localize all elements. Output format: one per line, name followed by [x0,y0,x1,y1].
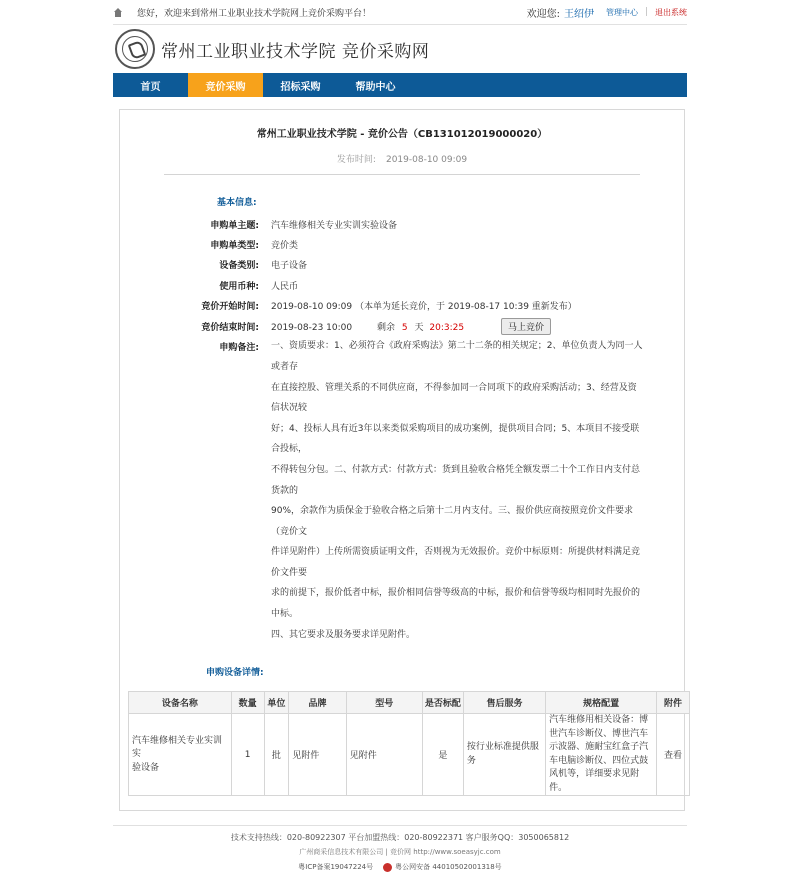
user-area [527,5,687,20]
subject-label: 申购单主题: [210,220,259,231]
remaining-days: 5 [401,322,408,333]
remaining-time: 20:3:25 [429,322,465,333]
cell-service-line: 按行业标准提供服 [466,742,539,753]
footer-company: 广州商采信息技术有限公司 | 竞价网 http://www.soeasyjc.com [299,848,501,857]
greeting: 欢迎您: [526,8,560,20]
col-model: 型号 [346,692,422,714]
cell-brand: 见附件 [289,714,347,796]
end-time: 2019-08-23 10:00 [271,322,353,333]
cell-spec-line: 示波器、施耐宝红盒子汽 [549,742,649,753]
start-time-value [263,299,643,312]
welcome-area [113,6,371,19]
divider: | [644,7,648,17]
end-time-value [263,318,643,335]
notice-panel [119,109,685,811]
remark-row [120,336,684,645]
category-row [120,255,684,275]
cell-service [463,714,545,796]
site-title: 常州工业职业技术学院 竞价采购网 [161,41,430,62]
publish-time [120,152,684,165]
type-value: 竞价类 [271,241,299,252]
police-record-link[interactable]: 粤公网安备 44010502001318号 [395,863,502,872]
remark-text [263,336,645,645]
col-spec: 规格配置 [546,692,657,714]
cell-service-line: 务 [466,755,476,766]
currency-row [120,275,684,295]
cell-spec-line: 汽车维修用相关设备：博 [549,715,649,726]
cell-spec-line: 风机等，详细要求见附 [549,769,640,780]
subject-row [120,214,684,234]
username: 王绍伊 [563,8,594,20]
remaining-day-unit: 天 [414,322,424,333]
manage-center-link[interactable]: 管理中心 [605,7,638,17]
category-label: 设备类别: [219,261,259,272]
footer-records [113,859,687,875]
basic-info [120,214,684,645]
start-time: 2019-08-10 09:09 [271,302,353,313]
remark-line: 好；4、投标人具有近3年以来类似采购项目的成功案例，提供项目合同；5、本项目不接受联合投标， [271,423,640,455]
cell-spec-line: 件。 [549,782,568,793]
remark-line: 件详见附件）上传所需资质证明文件，否则视为无效报价。竞价中标原则：所提供材料满足竞价文件要 [271,547,641,578]
cell-qty: 1 [231,714,264,796]
subject-value: 汽车维修相关专业实训实验设备 [271,220,398,231]
start-time-row [120,296,684,316]
col-attach: 附件 [657,692,690,714]
title-divider [164,174,640,175]
nav-home[interactable]: 首页 [140,81,161,93]
cell-model: 见附件 [346,714,422,796]
nav-help[interactable]: 帮助中心 [355,81,396,93]
end-time-label: 竞价结束时间: [201,322,259,333]
nav-bidding[interactable]: 竞价采购 [188,73,263,97]
college-logo-icon[interactable] [115,29,155,69]
remark-line: 90%，余款作为质保金于验收合格之后第十二月内支付。三、报价供应商按照竞价文件要求（竞价文 [271,506,634,537]
start-time-note: （本单为延长竞价，于 2019-08-17 10:39 重新发布） [354,302,577,313]
start-time-label: 竞价开始时间: [201,302,259,313]
detail-heading: 申购设备详情: [206,668,264,679]
col-standard: 是否标配 [422,692,463,714]
home-icon[interactable] [113,8,123,17]
police-badge-icon [383,863,392,872]
notice-title: 常州工业职业技术学院 - 竞价公告（CB131012019000020） [256,129,548,140]
table-row [129,714,690,796]
cell-standard: 是 [422,714,463,796]
cell-name-line: 汽车维修相关专业实训实 [132,735,223,759]
table-header-row [129,692,690,714]
main-nav [113,73,687,97]
basic-info-heading: 基本信息: [217,198,257,208]
cell-unit: 批 [264,714,289,796]
col-unit: 单位 [264,692,289,714]
cell-spec-line: 车电脑诊断仪、四位式鼓 [549,755,649,766]
nav-tender[interactable]: 招标采购 [280,81,321,93]
remark-line: 在直接控股、管理关系的不同供应商，不得参加同一合同项下的政府采购活动；3、经营及资信状况较 [271,382,637,414]
welcome-text: 您好，欢迎来到常州工业职业技术学院网上竞价采购平台！ [137,8,372,19]
remark-label: 申购备注: [219,343,259,354]
col-qty: 数量 [231,692,264,714]
top-bar [113,0,687,24]
logout-link[interactable]: 退出系统 [655,7,687,17]
cell-name-line: 验设备 [132,762,160,773]
currency-value: 人民币 [271,281,299,292]
type-row [120,234,684,254]
footer-hotlines: 技术支持热线：020-80922307 平台加盟热线：020-80922371 客户服务QQ：3050065812 [230,833,570,843]
cell-name [129,714,232,796]
type-label: 申购单类型: [210,241,259,252]
remaining-label: 剩余 [376,322,395,333]
col-brand: 品牌 [289,692,347,714]
end-time-row [120,316,684,336]
remark-line: 求的前提下，报价低者中标，报价相同信誉等级高的中标，报价和信誉等级均相同时先报价的中标。 [271,588,641,620]
col-service: 售后服务 [463,692,545,714]
currency-label: 使用币种: [219,281,259,292]
publish-time-value: 2019-08-10 09:09 [385,155,468,165]
view-attachment-link[interactable]: 查看 [657,714,690,796]
remark-line: 一、资质要求：1、必须符合《政府采购法》第二十二条的相关规定；2、单位负责人为同一人或者存 [271,341,643,372]
remark-line: 不得转包分包。二、付款方式：付款方式：货到且验收合格凭全额发票二十个工作日内支付总货款的 [271,464,641,496]
equipment-table [128,691,690,796]
cell-spec-line: 世汽车诊断仪、博世汽车 [549,728,649,739]
publish-time-label: 发布时间: [336,155,376,165]
icp-record-link[interactable]: 粤ICP备案19047224号 [298,863,374,872]
bid-now-button[interactable]: 马上竞价 [501,318,551,335]
site-header [113,24,687,73]
col-name: 设备名称 [129,692,232,714]
category-value: 电子设备 [271,261,308,272]
footer [113,825,687,875]
cell-spec [546,714,657,796]
remark-line: 四、其它要求及服务要求详见附件。 [271,629,416,640]
